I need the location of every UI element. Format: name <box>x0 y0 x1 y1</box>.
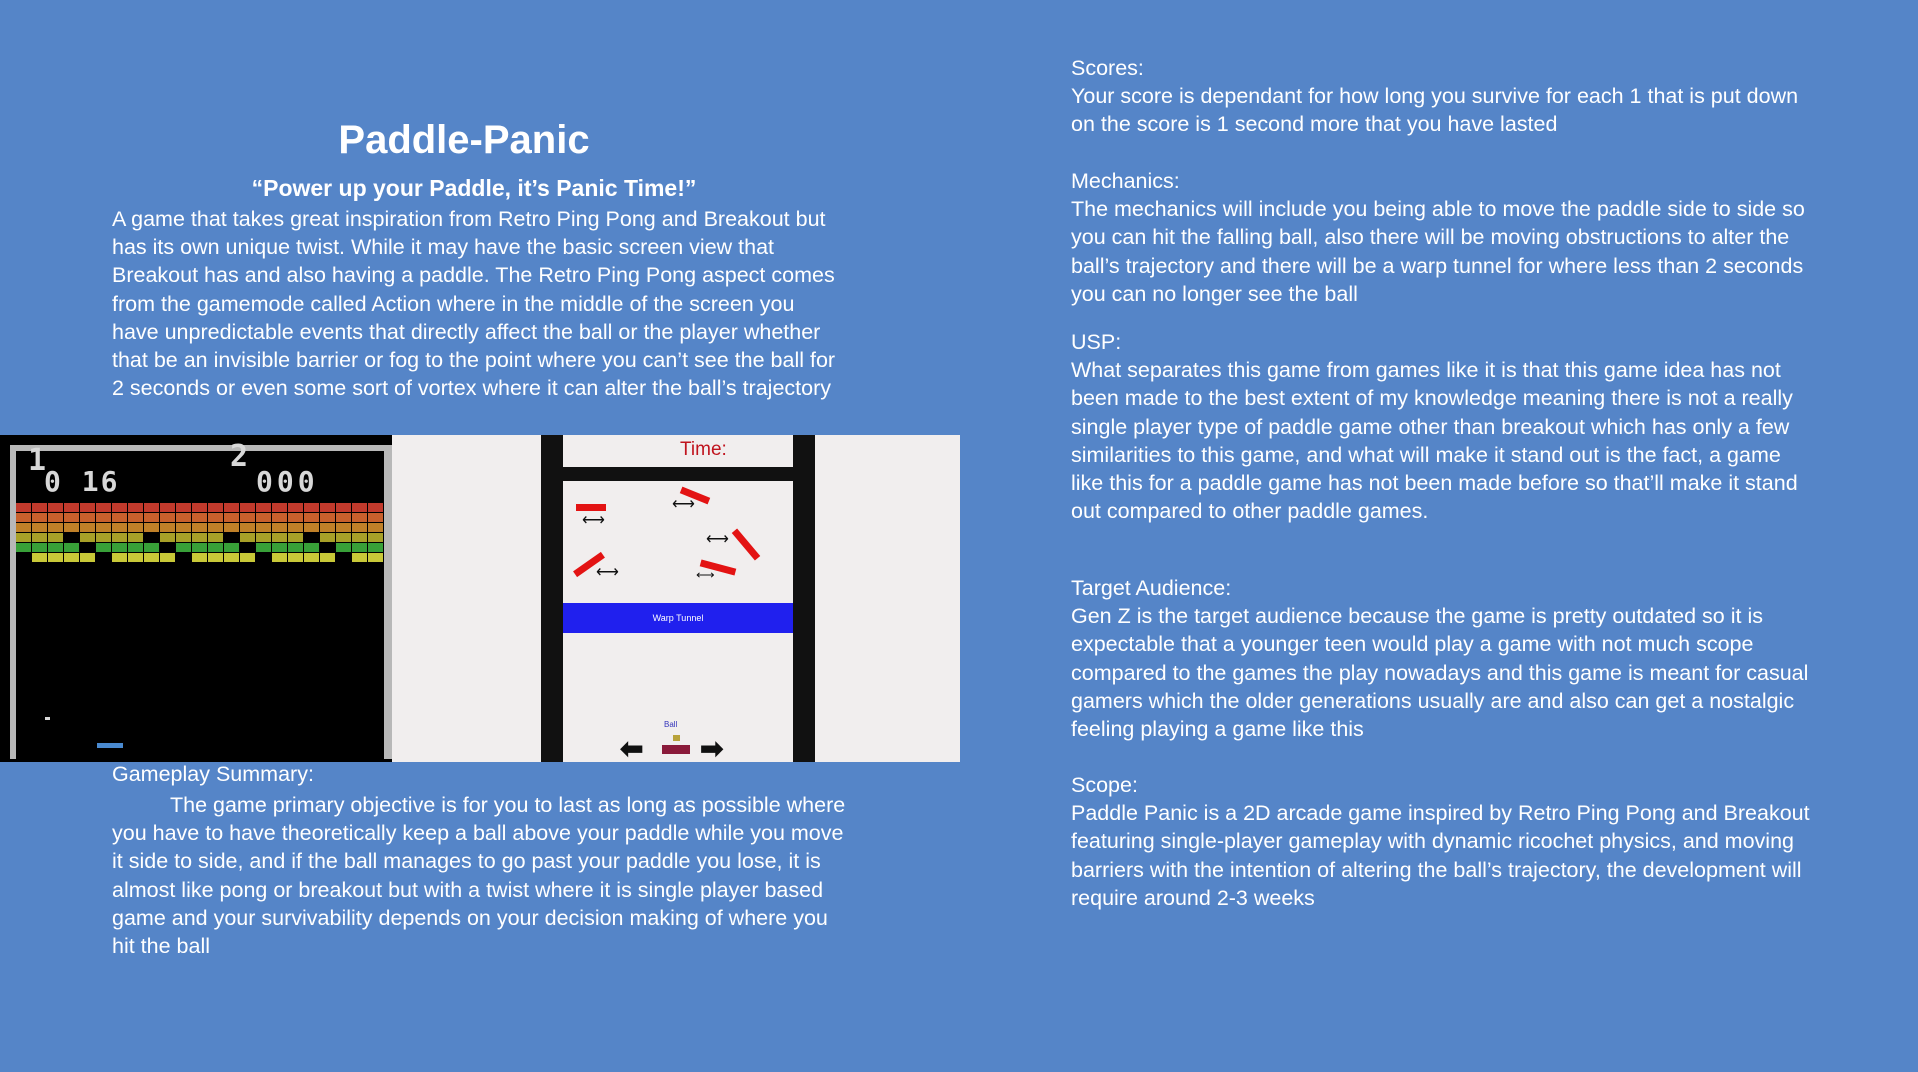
time-label: Time: <box>680 439 727 460</box>
brick-row <box>16 519 384 528</box>
mechanics-heading: Mechanics: <box>1071 169 1180 193</box>
scores-body: Your score is dependant for how long you survive for each 1 that is put down on the score is 1 second more that you have lasted <box>1071 84 1799 137</box>
mockup-right-wall <box>793 435 815 762</box>
mockup-left-wall <box>541 435 563 762</box>
breakout-ball <box>45 717 50 720</box>
move-indicator-icon: ⟷ <box>696 567 715 582</box>
move-indicator-icon: ⟷ <box>672 496 695 513</box>
breakout-top-wall <box>10 445 392 451</box>
gameplay-body: The game primary objective is for you to last as long as possible where you have to have theoretically keep a ball above your paddle while you move it side to side, and if the ball manages to go past your paddle you lose, it is almost like pong or breakout but with a twist where it is single player based game and your survivability depends on your decision making of where you hit the ball <box>112 793 846 959</box>
mockup-top-bar <box>563 467 793 481</box>
move-indicator-icon: ⟷ <box>706 531 729 548</box>
right-arrow-icon: ➡ <box>700 733 724 762</box>
mechanics-section <box>1071 167 1811 308</box>
breakout-lives: 2 <box>230 439 249 474</box>
brick-row <box>16 529 384 538</box>
scores-heading: Scores: <box>1071 56 1144 80</box>
scores-section <box>1071 54 1811 139</box>
breakout-paddle <box>97 743 123 748</box>
brick-row <box>16 509 384 518</box>
move-indicator-icon: ⟷ <box>582 512 605 529</box>
breakout-score-1: 0 16 <box>44 465 120 498</box>
ball-label: Ball <box>664 720 678 729</box>
obstruction <box>732 528 761 560</box>
scope-section <box>1071 771 1811 912</box>
audience-section <box>1071 574 1811 743</box>
left-arrow-icon: ⬅ <box>620 733 644 762</box>
brick-row <box>16 539 384 548</box>
gameplay-heading: Gameplay Summary: <box>112 762 314 786</box>
warp-tunnel: Warp Tunnel <box>563 603 793 633</box>
breakout-right-wall <box>384 447 392 759</box>
breakout-screenshot <box>0 435 392 762</box>
usp-section <box>1071 328 1811 525</box>
usp-heading: USP: <box>1071 330 1122 354</box>
breakout-left-wall <box>10 447 16 759</box>
brick-row <box>16 499 384 508</box>
mockup-paddle <box>662 745 690 754</box>
audience-body: Gen Z is the target audience because the game is pretty outdated so it is expectable that a younger teen would play a game with not much scope compared to the games the play nowadays and this game is meant for casual gamers which the older generations usually are and also can get a nostalgic feeling playing a game like this <box>1071 604 1809 742</box>
obstruction <box>576 504 606 511</box>
scope-body: Paddle Panic is a 2D arcade game inspired by Retro Ping Pong and Breakout featuring single-player gameplay with dynamic ricochet physics, and moving barriers with the intention of altering the ball’s trajectory, the development will require around 2-3 weeks <box>1071 801 1810 910</box>
audience-heading: Target Audience: <box>1071 576 1232 600</box>
scope-heading: Scope: <box>1071 773 1138 797</box>
tagline: “Power up your Paddle, it’s Panic Time!” <box>251 175 697 201</box>
breakout-score-2: 000 <box>256 465 319 498</box>
usp-body: What separates this game from games like it is that this game idea has not been made to the best extent of my knowledge meaning there is not a really single player type of paddle game other than breakout which has only a few similarities to this game, and what will make it stand out is the fact, a game like this for a paddle game has not been made before so that’ll make it stand out compared to other paddle games. <box>1071 358 1798 524</box>
game-mockup <box>392 435 960 762</box>
breakout-player-number: 1 <box>28 443 47 478</box>
mechanics-body: The mechanics will include you being able to move the paddle side to side so you can hit the falling ball, also there will be moving obstructions to alter the ball’s trajectory and there will be a warp tunnel for where less than 2 seconds you can no longer see the ball <box>1071 197 1805 306</box>
brick-row <box>16 549 384 558</box>
intro-paragraph: A game that takes great inspiration from Retro Ping Pong and Breakout but has its own unique twist. While it may have the basic screen view that Breakout has and also having a paddle. The Retro Ping Pong aspect comes from the gamemode called Action where in the middle of the screen you have unpredictable events that directly affect the ball or the player whether that be an invisible barrier or fog to the point where you can’t see the ball for 2 seconds or even some sort of vortex where it can alter the ball’s trajectory <box>112 207 836 401</box>
mockup-ball <box>673 735 680 741</box>
move-indicator-icon: ⟷ <box>596 564 619 581</box>
page-title: Paddle-Panic <box>338 118 590 162</box>
